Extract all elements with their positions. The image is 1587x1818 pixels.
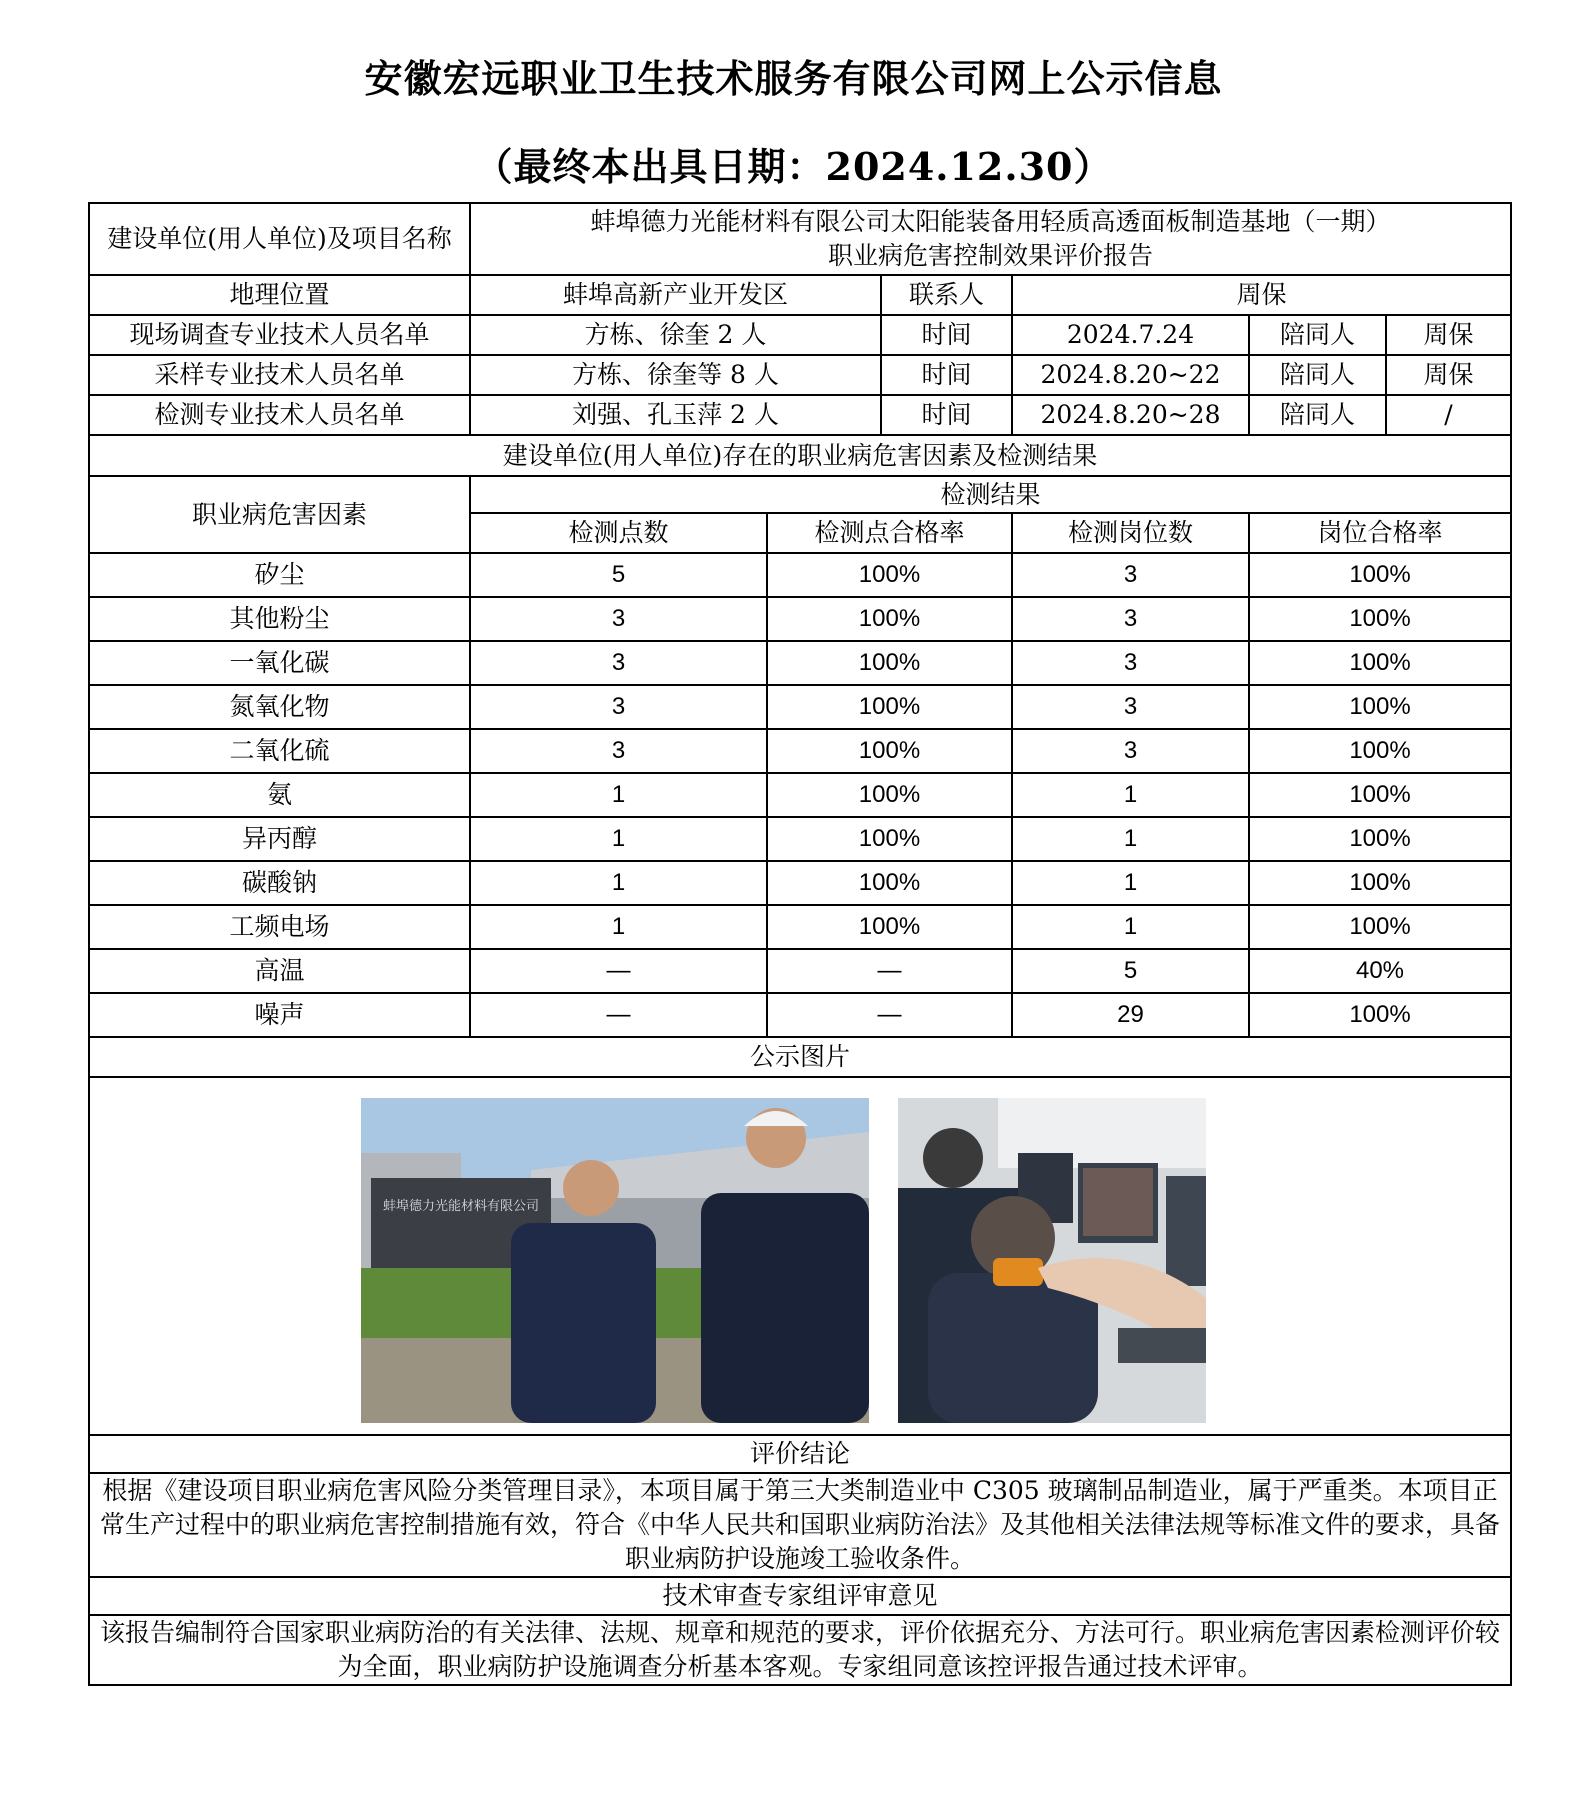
location-label: 地理位置	[89, 275, 470, 315]
hazard-row	[89, 949, 1511, 993]
photos-cell	[89, 1077, 1511, 1435]
col-header-posts: 检测岗位数	[1012, 513, 1249, 553]
hazard-factor: 二氧化硫	[89, 729, 470, 773]
hazard-factor: 氮氧化物	[89, 685, 470, 729]
hazard-point-rate: 100%	[767, 817, 1012, 861]
location-row	[89, 275, 1511, 315]
issue-date: （最终本出具日期：2024.12.30）	[474, 144, 1113, 189]
hazard-point-rate: 100%	[767, 685, 1012, 729]
hazard-row	[89, 817, 1511, 861]
time-label: 时间	[881, 395, 1012, 435]
hazard-points: 5	[470, 553, 767, 597]
hazard-point-rate: 100%	[767, 597, 1012, 641]
hazard-factor: 其他粉尘	[89, 597, 470, 641]
staff-row	[89, 315, 1511, 355]
companion-label: 陪同人	[1250, 396, 1386, 434]
staff-row	[89, 355, 1511, 395]
conclusion-title: 评价结论	[89, 1435, 1511, 1473]
hazard-posts: 3	[1012, 641, 1249, 685]
hazard-posts: 3	[1012, 729, 1249, 773]
hazard-post-rate: 40%	[1249, 949, 1511, 993]
factor-header: 职业病危害因素	[89, 476, 470, 553]
hazard-post-rate: 100%	[1249, 993, 1511, 1037]
companion-cell	[1249, 395, 1511, 435]
hazard-point-rate: 100%	[767, 773, 1012, 817]
staff-names: 方栋、徐奎等 8 人	[470, 355, 881, 395]
staff-label: 现场调查专业技术人员名单	[89, 315, 470, 355]
results-header: 检测结果	[470, 476, 1511, 513]
hazard-point-rate: 100%	[767, 641, 1012, 685]
hazard-points: 1	[470, 817, 767, 861]
hazard-post-rate: 100%	[1249, 861, 1511, 905]
hazard-posts: 3	[1012, 553, 1249, 597]
hazard-factor: 一氧化碳	[89, 641, 470, 685]
hazard-point-rate: 100%	[767, 861, 1012, 905]
hazard-factor: 异丙醇	[89, 817, 470, 861]
col-header-points: 检测点数	[470, 513, 767, 553]
time-value: 2024.7.24	[1012, 315, 1249, 355]
companion-label: 陪同人	[1250, 356, 1386, 394]
time-value: 2024.8.20~28	[1012, 395, 1249, 435]
staff-row	[89, 395, 1511, 435]
contact-label: 联系人	[881, 275, 1012, 315]
page-title: 安徽宏远职业卫生技术服务有限公司网上公示信息	[364, 56, 1223, 101]
hazard-factor: 高温	[89, 949, 470, 993]
hazard-posts: 5	[1012, 949, 1249, 993]
companion-label: 陪同人	[1250, 316, 1386, 354]
conclusion-text: 根据《建设项目职业病危害风险分类管理目录》，本项目属于第三大类制造业中 C305 玻璃制品制造业，属于严重类。本项目正常生产过程中的职业病危害控制措施有效，符合《中华人民共和国职业病防治法》及其他相关法律法规等标准文件的要求，具备职业病防护设施竣工验收条件。	[89, 1473, 1511, 1577]
staff-label: 检测专业技术人员名单	[89, 395, 470, 435]
hazard-row	[89, 993, 1511, 1037]
hazard-row	[89, 905, 1511, 949]
hazard-points: —	[470, 993, 767, 1037]
hazard-factor: 工频电场	[89, 905, 470, 949]
hazard-posts: 1	[1012, 817, 1249, 861]
hazard-point-rate: 100%	[767, 553, 1012, 597]
companion-value: 周保	[1423, 320, 1474, 349]
hazard-post-rate: 100%	[1249, 597, 1511, 641]
hazard-point-rate: 100%	[767, 729, 1012, 773]
hazard-points: 3	[470, 597, 767, 641]
hazard-row	[89, 553, 1511, 597]
hazard-point-rate: —	[767, 993, 1012, 1037]
hazard-points: 1	[470, 905, 767, 949]
photo-sign-text: 蚌埠德力光能材料有限公司	[383, 1199, 540, 1214]
hazards-section-title: 建设单位(用人单位)存在的职业病危害因素及检测结果	[89, 435, 1511, 476]
hazard-row	[89, 729, 1511, 773]
hazard-point-rate: 100%	[767, 905, 1012, 949]
hazard-factor: 矽尘	[89, 553, 470, 597]
review-title: 技术审查专家组评审意见	[89, 1577, 1511, 1615]
companion-cell	[1249, 355, 1511, 395]
time-label: 时间	[881, 355, 1012, 395]
hazard-post-rate: 100%	[1249, 641, 1511, 685]
hazard-row	[89, 597, 1511, 641]
time-value: 2024.8.20~22	[1012, 355, 1249, 395]
location-value: 蚌埠高新产业开发区	[470, 275, 881, 315]
companion-cell	[1249, 315, 1511, 355]
hazard-points: 3	[470, 641, 767, 685]
disclosure-table	[88, 202, 1512, 1686]
project-name-value	[470, 203, 1511, 275]
hazard-posts: 3	[1012, 597, 1249, 641]
contact-value: 周保	[1012, 275, 1511, 315]
hazard-row	[89, 773, 1511, 817]
photos-section-title: 公示图片	[89, 1037, 1511, 1077]
staff-names: 刘强、孔玉萍 2 人	[470, 395, 881, 435]
hazard-points: —	[470, 949, 767, 993]
inspection-photo	[898, 1098, 1206, 1423]
project-name-line1: 蚌埠德力光能材料有限公司太阳能装备用轻质高透面板制造基地（一期）	[590, 207, 1391, 236]
site-photo	[361, 1098, 869, 1423]
hazard-point-rate: —	[767, 949, 1012, 993]
hazard-points: 1	[470, 773, 767, 817]
hazards-header-row	[89, 476, 1511, 513]
hazard-post-rate: 100%	[1249, 905, 1511, 949]
hazard-posts: 1	[1012, 861, 1249, 905]
hazard-row	[89, 861, 1511, 905]
time-label: 时间	[881, 315, 1012, 355]
review-text: 该报告编制符合国家职业病防治的有关法律、法规、规章和规范的要求，评价依据充分、方法可行。职业病危害因素检测评价较为全面，职业病防护设施调查分析基本客观。专家组同意该控评报告通过技术评审。	[89, 1615, 1511, 1685]
staff-names: 方栋、徐奎 2 人	[470, 315, 881, 355]
hazard-factor: 碳酸钠	[89, 861, 470, 905]
hazard-post-rate: 100%	[1249, 773, 1511, 817]
hazard-posts: 1	[1012, 773, 1249, 817]
hazard-factor: 噪声	[89, 993, 470, 1037]
hazard-post-rate: 100%	[1249, 553, 1511, 597]
hazard-points: 3	[470, 685, 767, 729]
staff-label: 采样专业技术人员名单	[89, 355, 470, 395]
hazard-posts: 1	[1012, 905, 1249, 949]
project-name-label: 建设单位(用人单位)及项目名称	[89, 203, 470, 275]
hazard-factor: 氨	[89, 773, 470, 817]
hazard-posts: 3	[1012, 685, 1249, 729]
project-name-line2: 职业病危害控制效果评价报告	[828, 241, 1154, 270]
hazard-row	[89, 641, 1511, 685]
hazard-row	[89, 685, 1511, 729]
companion-value: 周保	[1423, 360, 1474, 389]
hazard-post-rate: 100%	[1249, 817, 1511, 861]
companion-value: /	[1444, 400, 1453, 429]
hazard-post-rate: 100%	[1249, 685, 1511, 729]
hazard-points: 1	[470, 861, 767, 905]
hazard-post-rate: 100%	[1249, 729, 1511, 773]
hazard-posts: 29	[1012, 993, 1249, 1037]
col-header-point-rate: 检测点合格率	[767, 513, 1012, 553]
hazard-points: 3	[470, 729, 767, 773]
col-header-post-rate: 岗位合格率	[1249, 513, 1511, 553]
project-name-row	[89, 203, 1511, 275]
